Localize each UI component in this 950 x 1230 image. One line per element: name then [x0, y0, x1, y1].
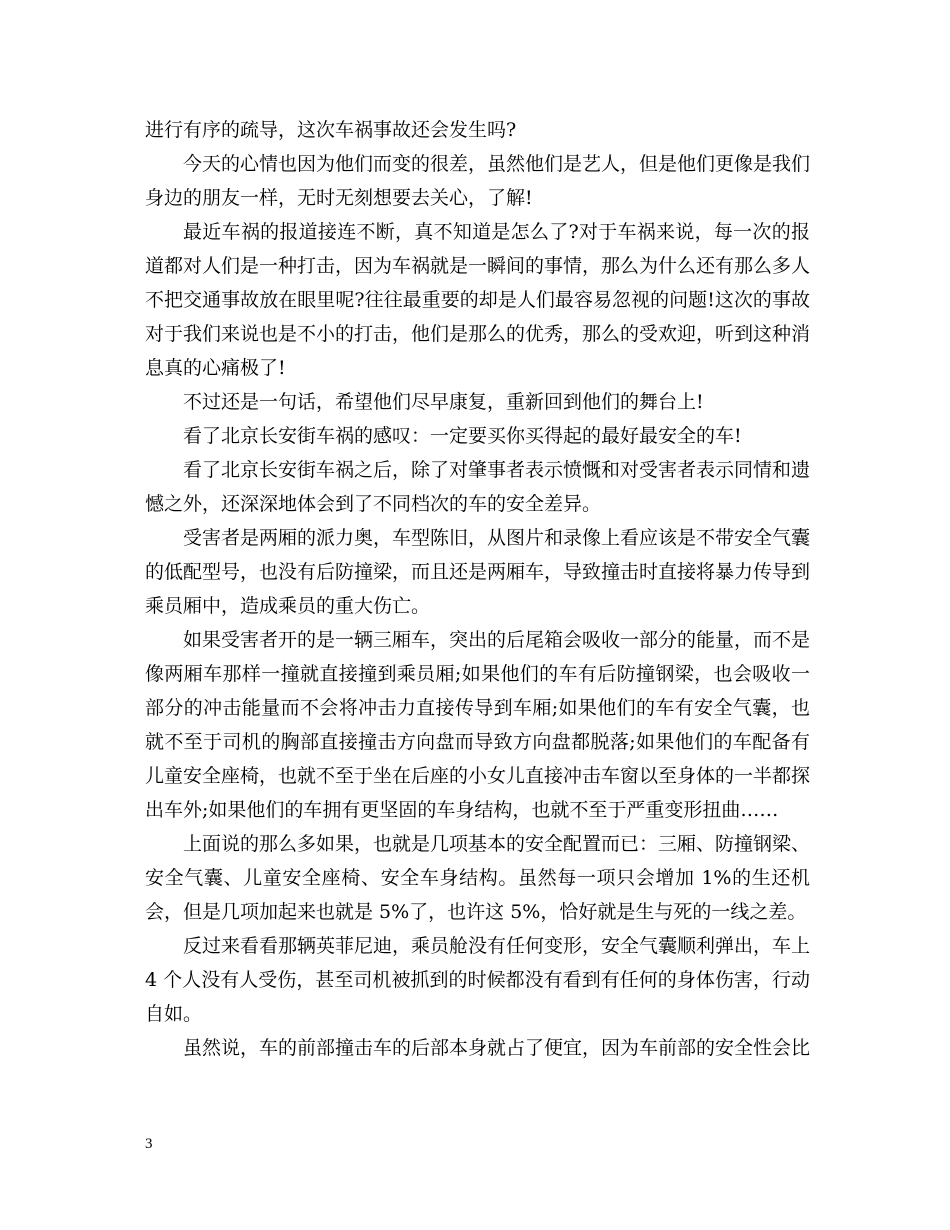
- paragraph: 看了北京长安街车祸之后，除了对肇事者表示愤慨和对受害者表示同情和遗憾之外，还深深地体会到了不同档次的车的安全差异。: [145, 459, 811, 515]
- body-text: [145, 113, 810, 1065]
- paragraph: 不过还是一句话，希望他们尽早康复，重新回到他们的舞台上!: [183, 391, 704, 413]
- page-number: 3: [145, 1136, 153, 1152]
- paragraph: 今天的心情也因为他们而变的很差，虽然他们是艺人，但是他们更像是我们身边的朋友一样，无时无刻想要去关心，了解!: [145, 153, 811, 209]
- paragraph: 如果受害者开的是一辆三厢车，突出的后尾箱会吸收一部分的能量，而不是像两厢车那样一撞就直接撞到乘员厢;如果他们的车有后防撞钢梁，也会吸收一部分的冲击能量而不会将冲击力直接传导到车厢;如果他们的车有安全气囊，也就不至于司机的胸部直接撞击方向盘而导致方向盘都脱落;如果他们的车配备有儿童安全座椅，也就不至于坐在后座的小女儿直接冲击车窗以至身体的一半都探出车外;如果他们的车拥有更坚固的车身结构，也就不至于严重变形扭曲……: [145, 629, 811, 821]
- paragraph: 虽然说，车的前部撞击车的后部本身就占了便宜，因为车前部的安全性会比: [183, 1037, 811, 1059]
- paragraph: 反过来看看那辆英菲尼迪，乘员舱没有任何变形，安全气囊顺利弹出，车上 4 个人没有人受伤，甚至司机被抓到的时候都没有看到有任何的身体伤害，行动自如。: [145, 935, 811, 1025]
- paragraph: 上面说的那么多如果，也就是几项基本的安全配置而已：三厢、防撞钢梁、安全气囊、儿童安全座椅、安全车身结构。虽然每一项只会增加 1%的生还机会，但是几项加起来也就是 5%了，也许这 5%，恰好就是生与死的一线之差。: [145, 833, 811, 923]
- paragraph: 最近车祸的报道接连不断，真不知道是怎么了?对于车祸来说，每一次的报道都对人们是一种打击，因为车祸就是一瞬间的事情，那么为什么还有那么多人不把交通事故放在眼里呢?往往最重要的却是人们最容易忽视的问题!这次的事故对于我们来说也是不小的打击，他们是那么的优秀，那么的受欢迎，听到这种消息真的心痛极了!: [145, 221, 811, 379]
- paragraph: 受害者是两厢的派力奥，车型陈旧，从图片和录像上看应该是不带安全气囊的低配型号，也没有后防撞梁，而且还是两厢车，导致撞击时直接将暴力传导到乘员厢中，造成乘员的重大伤亡。: [145, 527, 811, 617]
- paragraph: 进行有序的疏导，这次车祸事故还会发生吗?: [145, 119, 517, 141]
- paragraph: 看了北京长安街车祸的感叹：一定要买你买得起的最好最安全的车!: [183, 425, 742, 447]
